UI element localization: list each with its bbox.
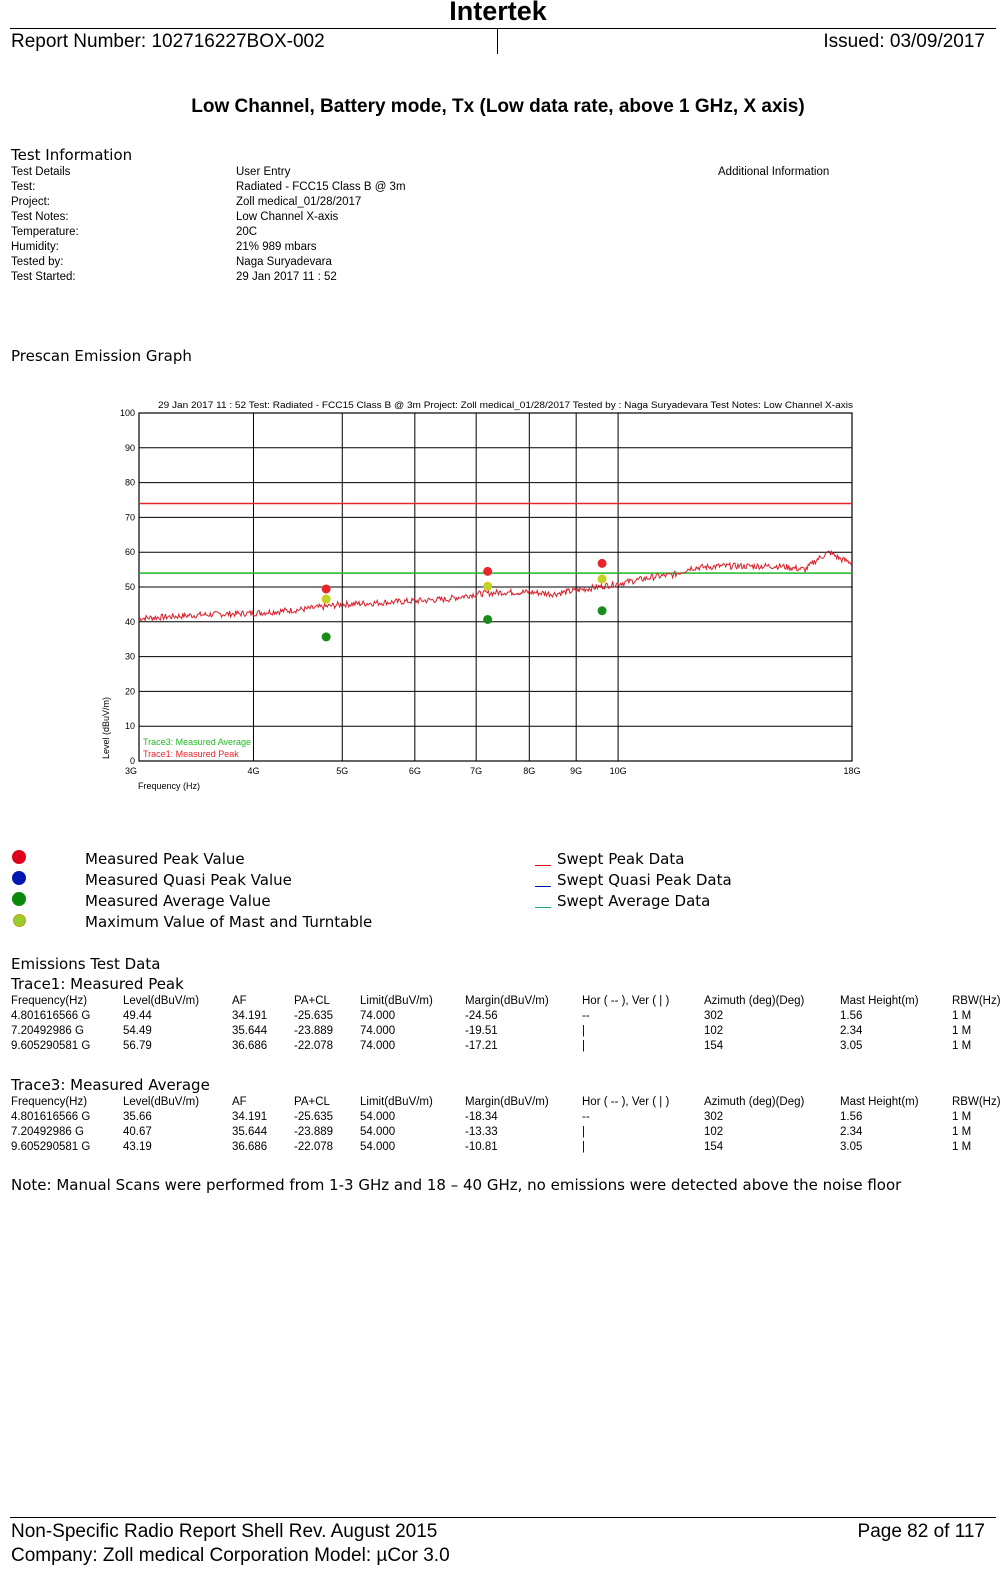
table-cell: 74.000 bbox=[360, 1040, 396, 1052]
test-info-value: Zoll medical_01/28/2017 bbox=[236, 196, 362, 208]
table-cell: 4.801616566 G bbox=[11, 1010, 91, 1022]
table-cell: 2.34 bbox=[840, 1025, 863, 1037]
table-cell: 40.67 bbox=[123, 1126, 152, 1138]
footer-company-model: Company: Zoll medical Corporation Model: µCor 3.0 bbox=[11, 1545, 450, 1566]
x-tick-label: 10G bbox=[609, 766, 627, 776]
swept-data-label: Swept Peak Data bbox=[557, 850, 685, 868]
y-axis-label: Level (dBuV/m) bbox=[101, 696, 111, 759]
table-cell: 35.644 bbox=[232, 1025, 268, 1037]
table-cell: 36.686 bbox=[232, 1040, 268, 1052]
table-cell: 1 M bbox=[952, 1141, 972, 1153]
test-info-value: Radiated - FCC15 Class B @ 3m bbox=[236, 181, 406, 193]
table-column-header: Frequency(Hz) bbox=[11, 995, 88, 1007]
table-cell: -19.51 bbox=[465, 1025, 498, 1037]
table-cell: 1 M bbox=[952, 1126, 972, 1138]
table-column-header: Hor ( -- ), Ver ( | ) bbox=[582, 995, 670, 1007]
x-tick-label: 18G bbox=[843, 766, 861, 776]
emissions-heading: Emissions Test Data bbox=[11, 955, 161, 973]
test-info-value: 21% 989 mbars bbox=[236, 241, 317, 253]
x-tick-label: 9G bbox=[570, 766, 583, 776]
in-plot-legend-entry: Trace3: Measured Average bbox=[143, 737, 252, 747]
table-column-header: PA+CL bbox=[294, 995, 330, 1007]
table-cell: -23.889 bbox=[294, 1126, 334, 1138]
table-cell: 9.605290581 G bbox=[11, 1141, 91, 1153]
page-title: Low Channel, Battery mode, Tx (Low data rate, above 1 GHz, X axis) bbox=[191, 96, 805, 117]
table-cell: 1 M bbox=[952, 1010, 972, 1022]
table-cell: -- bbox=[582, 1111, 590, 1123]
table-cell: 54.49 bbox=[123, 1025, 152, 1037]
peak-marker bbox=[483, 567, 492, 576]
table-cell: 102 bbox=[704, 1025, 724, 1037]
average-marker bbox=[322, 632, 331, 641]
table-column-header: Frequency(Hz) bbox=[11, 1096, 88, 1108]
table-cell: 34.191 bbox=[232, 1010, 268, 1022]
test-info-label: Test: bbox=[11, 181, 36, 193]
table-cell: 3.05 bbox=[840, 1141, 863, 1153]
table-cell: | bbox=[582, 1141, 585, 1153]
test-info-label: Test Notes: bbox=[11, 211, 69, 223]
table-column-header: Mast Height(m) bbox=[840, 1096, 919, 1108]
table-cell: -25.635 bbox=[294, 1111, 334, 1123]
manual-scan-note: Note: Manual Scans were performed from 1-3 GHz and 18 – 40 GHz, no emissions were detected above the noise floor bbox=[11, 1176, 902, 1194]
trace-table-title: Trace1: Measured Peak bbox=[11, 975, 184, 993]
test-info-label: Tested by: bbox=[11, 256, 64, 268]
test-info-value: 20C bbox=[236, 226, 258, 238]
table-cell: 74.000 bbox=[360, 1010, 396, 1022]
footer-rule bbox=[10, 1517, 996, 1518]
table-cell: -22.078 bbox=[294, 1040, 334, 1052]
report-number: Report Number: 102716227BOX-002 bbox=[11, 31, 325, 52]
y-tick-label: 80 bbox=[124, 477, 135, 488]
table-column-header: Azimuth (deg)(Deg) bbox=[704, 995, 805, 1007]
table-cell: -- bbox=[582, 1010, 590, 1022]
table-cell: 2.34 bbox=[840, 1126, 863, 1138]
table-cell: -17.21 bbox=[465, 1040, 498, 1052]
table-column-header: Limit(dBuV/m) bbox=[360, 995, 433, 1007]
table-column-header: Mast Height(m) bbox=[840, 995, 919, 1007]
legend-marker-label: Measured Average Value bbox=[85, 892, 271, 910]
table-column-header: AF bbox=[232, 1096, 247, 1108]
legend-marker-label: Measured Peak Value bbox=[85, 850, 245, 868]
x-tick-label: 8G bbox=[523, 766, 536, 776]
x-tick-label: 4G bbox=[247, 766, 260, 776]
table-cell: 102 bbox=[704, 1126, 724, 1138]
table-column-header: Azimuth (deg)(Deg) bbox=[704, 1096, 805, 1108]
test-info-value: 29 Jan 2017 11 : 52 bbox=[236, 271, 337, 283]
table-cell: 43.19 bbox=[123, 1141, 152, 1153]
trace-table-title: Trace3: Measured Average bbox=[11, 1076, 210, 1094]
table-cell: 54.000 bbox=[360, 1126, 396, 1138]
table-cell: 49.44 bbox=[123, 1010, 152, 1022]
y-tick-label: 20 bbox=[124, 686, 135, 697]
table-cell: 1.56 bbox=[840, 1010, 863, 1022]
table-cell: 1.56 bbox=[840, 1111, 863, 1123]
test-info-label: Temperature: bbox=[11, 226, 79, 238]
max-mast-marker bbox=[484, 582, 492, 590]
table-cell: 154 bbox=[704, 1141, 724, 1153]
y-tick-label: 100 bbox=[119, 408, 135, 418]
peak-marker bbox=[598, 559, 607, 568]
x-axis-label: Frequency (Hz) bbox=[138, 781, 201, 791]
table-cell: 1 M bbox=[952, 1025, 972, 1037]
table-cell: -23.889 bbox=[294, 1025, 334, 1037]
table-cell: 54.000 bbox=[360, 1111, 396, 1123]
table-column-header: Level(dBuV/m) bbox=[123, 1096, 200, 1108]
table-cell: 1 M bbox=[952, 1040, 972, 1052]
table-cell: 302 bbox=[704, 1010, 724, 1022]
table-cell: 74.000 bbox=[360, 1025, 396, 1037]
table-cell: 35.66 bbox=[123, 1111, 152, 1123]
x-tick-label: 6G bbox=[408, 766, 421, 776]
table-cell: | bbox=[582, 1025, 585, 1037]
table-column-header: Level(dBuV/m) bbox=[123, 995, 200, 1007]
table-cell: 35.644 bbox=[232, 1126, 268, 1138]
test-info-value: Naga Suryadevara bbox=[236, 256, 332, 268]
swept-data-label: Swept Quasi Peak Data bbox=[557, 871, 732, 889]
legend-marker-icon bbox=[12, 892, 26, 906]
test-info-label: Test Started: bbox=[11, 271, 76, 283]
legend-marker-icon bbox=[12, 850, 26, 864]
average-marker bbox=[483, 615, 492, 624]
max-mast-marker bbox=[598, 575, 606, 583]
test-info-label: Humidity: bbox=[11, 241, 59, 253]
footer-shell-rev: Non-Specific Radio Report Shell Rev. August 2015 bbox=[11, 1521, 438, 1542]
y-tick-label: 30 bbox=[124, 651, 135, 662]
prescan-heading: Prescan Emission Graph bbox=[11, 347, 192, 365]
in-plot-legend-entry: Trace1: Measured Peak bbox=[143, 749, 239, 759]
table-cell: -18.34 bbox=[465, 1111, 498, 1123]
legend-marker-label: Maximum Value of Mast and Turntable bbox=[85, 913, 373, 931]
footer-page-number: Page 82 of 117 bbox=[857, 1521, 985, 1542]
swept-line-icon bbox=[535, 907, 551, 908]
y-tick-label: 10 bbox=[124, 721, 135, 732]
x-tick-label: 7G bbox=[470, 766, 483, 776]
legend-marker-icon bbox=[12, 871, 26, 885]
y-tick-label: 50 bbox=[124, 582, 135, 592]
table-cell: -25.635 bbox=[294, 1010, 334, 1022]
max-mast-marker bbox=[322, 595, 330, 603]
legend-marker-icon bbox=[13, 914, 26, 927]
swept-line-icon bbox=[535, 865, 551, 866]
table-cell: 1 M bbox=[952, 1111, 972, 1123]
user-entry-header: User Entry bbox=[236, 166, 291, 178]
table-cell: 54.000 bbox=[360, 1141, 396, 1153]
test-details-header: Test Details bbox=[11, 166, 71, 178]
y-tick-label: 40 bbox=[124, 616, 135, 627]
y-tick-label: 90 bbox=[124, 442, 135, 453]
table-column-header: Hor ( -- ), Ver ( | ) bbox=[582, 1096, 670, 1108]
x-tick-label: 3G bbox=[124, 766, 138, 776]
peak-marker bbox=[322, 584, 331, 593]
swept-line-icon bbox=[535, 886, 551, 887]
issued-date: Issued: 03/09/2017 bbox=[823, 31, 985, 52]
chart-title: 29 Jan 2017 11 : 52 Test: Radiated - FCC15 Class B @ 3m Project: Zoll medical_01/28/2017 Tested by : Naga Suryadevara Test Notes: Low Channel X-axis bbox=[158, 400, 854, 411]
table-cell: 3.05 bbox=[840, 1040, 863, 1052]
table-cell: | bbox=[582, 1040, 585, 1052]
table-cell: 7.20492986 G bbox=[11, 1025, 84, 1037]
legend-marker-label: Measured Quasi Peak Value bbox=[85, 871, 292, 889]
table-cell: 7.20492986 G bbox=[11, 1126, 84, 1138]
table-column-header: AF bbox=[232, 995, 247, 1007]
prescan-emission-chart bbox=[0, 395, 1006, 795]
test-info-value: Low Channel X-axis bbox=[236, 211, 339, 223]
table-cell: 9.605290581 G bbox=[11, 1040, 91, 1052]
table-cell: 154 bbox=[704, 1040, 724, 1052]
table-cell: | bbox=[582, 1126, 585, 1138]
brand-name: Intertek bbox=[449, 0, 547, 26]
table-column-header: Margin(dBuV/m) bbox=[465, 1096, 549, 1108]
test-info-label: Project: bbox=[11, 196, 50, 208]
table-column-header: RBW(Hz) bbox=[952, 1096, 1001, 1108]
average-marker bbox=[598, 606, 607, 615]
table-cell: 302 bbox=[704, 1111, 724, 1123]
table-cell: -10.81 bbox=[465, 1141, 498, 1153]
swept-data-label: Swept Average Data bbox=[557, 892, 711, 910]
table-cell: -22.078 bbox=[294, 1141, 334, 1153]
y-tick-label: 60 bbox=[124, 547, 135, 558]
y-tick-label: 70 bbox=[124, 512, 135, 523]
table-cell: 4.801616566 G bbox=[11, 1111, 91, 1123]
table-cell: -24.56 bbox=[465, 1010, 498, 1022]
header-rule bbox=[10, 28, 996, 29]
table-column-header: Margin(dBuV/m) bbox=[465, 995, 549, 1007]
header-divider bbox=[497, 29, 498, 54]
y-tick-label: 0 bbox=[129, 756, 135, 766]
table-column-header: PA+CL bbox=[294, 1096, 330, 1108]
additional-info-header: Additional Information bbox=[718, 166, 830, 178]
test-info-heading: Test Information bbox=[11, 146, 133, 164]
table-cell: 56.79 bbox=[123, 1040, 152, 1052]
table-cell: -13.33 bbox=[465, 1126, 498, 1138]
table-column-header: Limit(dBuV/m) bbox=[360, 1096, 433, 1108]
table-cell: 34.191 bbox=[232, 1111, 268, 1123]
x-tick-label: 5G bbox=[336, 766, 349, 776]
table-column-header: RBW(Hz) bbox=[952, 995, 1001, 1007]
table-cell: 36.686 bbox=[232, 1141, 268, 1153]
